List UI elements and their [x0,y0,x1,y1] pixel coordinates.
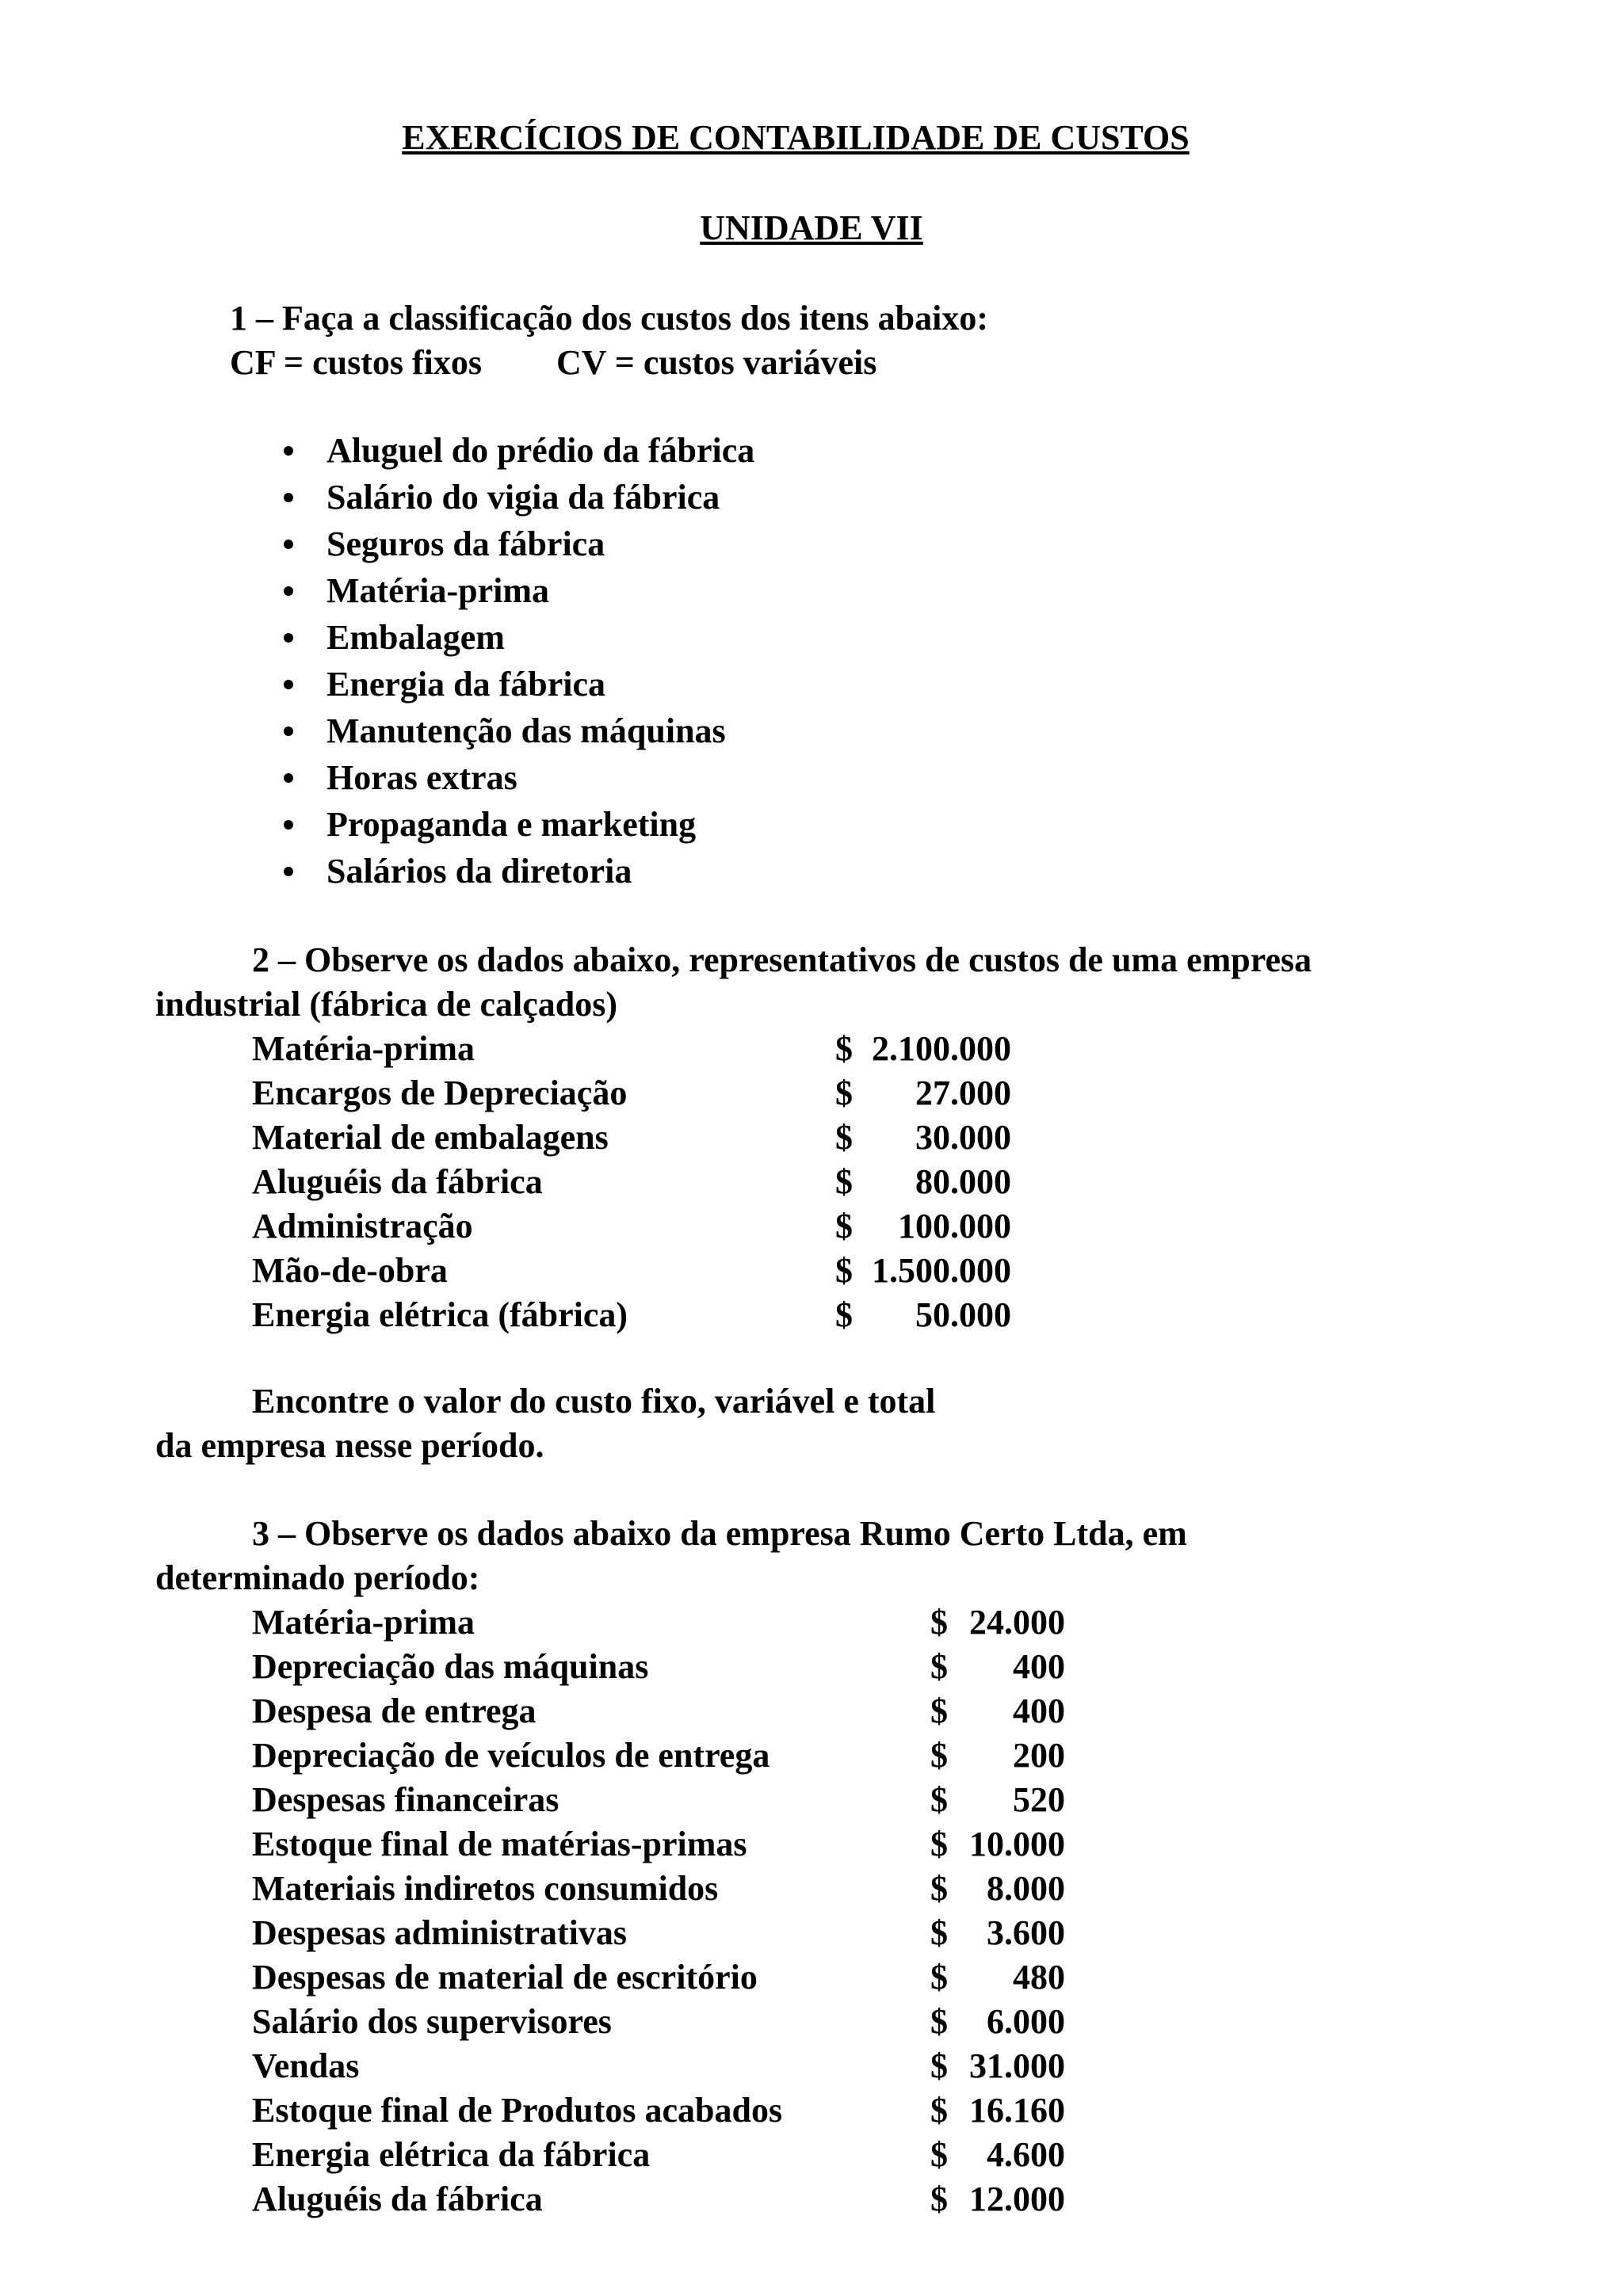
cost-label: Aluguéis da fábrica [252,2180,543,2218]
currency-symbol: $ [930,2135,948,2174]
q1-item-text: Matéria-prima [327,571,549,610]
cost-amount: 200 [1013,1736,1065,1775]
q1-item-text: Salário do vigia da fábrica [327,478,720,517]
bullet-icon [284,540,293,549]
q2-task-continued: da empresa nesse período. [155,1426,544,1465]
cost-amount: 400 [1013,1647,1065,1686]
bullet-icon [284,867,293,876]
cost-label: Aluguéis da fábrica [252,1162,543,1201]
bullet-icon [284,633,293,643]
currency-symbol: $ [930,1736,948,1775]
cost-amount: 100.000 [898,1207,1011,1245]
q3-table-row [252,1911,1065,1955]
bullet-icon [284,493,293,502]
cost-amount: 6.000 [987,2002,1065,2041]
q3-table-row [252,1733,1065,1778]
q3-table-row [252,2000,1065,2044]
q1-list-item [269,848,754,894]
q1-list-item [269,707,754,754]
cost-label: Materiais indiretos consumidos [252,1869,719,1908]
currency-symbol: $ [930,1825,948,1863]
q2-table-row [252,1204,1011,1249]
q3-table-row [252,1822,1065,1867]
q3-heading: 3 – Observe os dados abaixo da empresa Rumo Certo Ltda, em [252,1514,1187,1553]
q1-list-item [269,567,754,614]
cost-amount: 1.500.000 [872,1251,1011,1290]
q2-heading-continued: industrial (fábrica de calçados) [155,985,617,1024]
currency-symbol: $ [835,1118,853,1157]
bullet-icon [284,727,293,736]
currency-symbol: $ [930,1913,948,1952]
cost-amount: 30.000 [915,1118,1011,1157]
q1-list-item [269,474,754,521]
q1-item-list [269,427,754,894]
cost-label: Depreciação das máquinas [252,1647,649,1686]
cost-label: Despesas de material de escritório [252,1958,758,1997]
cost-label: Encargos de Depreciação [252,1074,628,1112]
cost-amount: 12.000 [969,2180,1065,2218]
q2-table-row [252,1293,1011,1337]
currency-symbol: $ [835,1074,853,1112]
q1-item-text: Energia da fábrica [327,665,605,704]
currency-symbol: $ [930,1869,948,1908]
q1-item-text: Propaganda e marketing [327,805,697,844]
cost-label: Despesa de entrega [252,1691,537,1730]
q2-cost-table [252,1027,1011,1337]
q1-list-item [269,614,754,661]
cost-label: Salário dos supervisores [252,2002,612,2041]
cost-label: Energia elétrica da fábrica [252,2135,651,2174]
q3-table-row [252,2044,1065,2088]
currency-symbol: $ [835,1162,853,1201]
q3-table-row [252,1955,1065,2000]
q2-table-row [252,1160,1011,1204]
currency-symbol: $ [930,2002,948,2041]
cost-label: Matéria-prima [252,1603,475,1642]
cost-amount: 3.600 [987,1913,1065,1952]
bullet-icon [284,586,293,596]
q2-table-row [252,1249,1011,1293]
currency-symbol: $ [835,1029,853,1068]
bullet-icon [284,446,293,456]
q3-cost-table [252,1600,1065,2222]
currency-symbol: $ [930,1780,948,1819]
cost-label: Vendas [252,2046,360,2085]
unit-subtitle: UNIDADE VII [700,208,923,247]
bullet-icon [284,773,293,783]
cost-amount: 80.000 [915,1162,1011,1201]
cost-label: Depreciação de veículos de entrega [252,1736,770,1775]
q3-heading-continued: determinado período: [155,1558,480,1597]
cost-amount: 24.000 [969,1603,1065,1642]
document-title: EXERCÍCIOS DE CONTABILIDADE DE CUSTOS [402,118,1190,157]
cost-label: Administração [252,1207,473,1245]
q1-item-text: Salários da diretoria [327,852,632,891]
q1-legend-cf: CF = custos fixos [230,343,482,382]
q2-heading: 2 – Observe os dados abaixo, representativos de custos de uma empresa [252,940,1312,979]
bullet-icon [284,680,293,689]
q2-task: Encontre o valor do custo fixo, variável e total [252,1382,936,1421]
q1-list-item [269,754,754,801]
cost-amount: 31.000 [969,2046,1065,2085]
currency-symbol: $ [930,1958,948,1997]
cost-label: Despesas administrativas [252,1913,628,1952]
cost-amount: 4.600 [987,2135,1065,2174]
q2-table-row [252,1027,1011,1071]
cost-label: Estoque final de matérias-primas [252,1825,747,1863]
cost-label: Estoque final de Produtos acabados [252,2091,783,2130]
currency-symbol: $ [930,1647,948,1686]
cost-label: Energia elétrica (fábrica) [252,1295,628,1334]
cost-amount: 16.160 [969,2091,1065,2130]
q1-list-item [269,801,754,848]
cost-amount: 27.000 [915,1074,1011,1112]
cost-amount: 50.000 [915,1295,1011,1334]
cost-amount: 520 [1013,1780,1065,1819]
q1-item-text: Horas extras [327,758,517,797]
q3-table-row [252,1689,1065,1733]
cost-label: Material de embalagens [252,1118,609,1157]
q1-legend-cv: CV = custos variáveis [556,343,877,382]
q3-table-row [252,1645,1065,1689]
bullet-icon [284,820,293,830]
q3-table-row [252,1867,1065,1911]
currency-symbol: $ [835,1207,853,1245]
q1-heading: 1 – Faça a classificação dos custos dos itens abaixo: [230,299,988,338]
q1-list-item [269,521,754,567]
cost-label: Matéria-prima [252,1029,475,1068]
q3-table-row [252,1600,1065,1645]
cost-amount: 10.000 [969,1825,1065,1863]
cost-amount: 8.000 [987,1869,1065,1908]
q3-table-row [252,2088,1065,2133]
cost-amount: 2.100.000 [872,1029,1011,1068]
q1-item-text: Aluguel do prédio da fábrica [327,431,755,470]
q1-item-text: Seguros da fábrica [327,524,605,563]
q2-table-row [252,1116,1011,1160]
cost-amount: 480 [1013,1958,1065,1997]
q2-table-row [252,1071,1011,1116]
cost-label: Despesas financeiras [252,1780,559,1819]
q3-table-row [252,1778,1065,1822]
q1-item-text: Manutenção das máquinas [327,711,726,750]
currency-symbol: $ [835,1251,853,1290]
q1-list-item [269,661,754,707]
q1-item-text: Embalagem [327,618,505,657]
cost-amount: 400 [1013,1691,1065,1730]
currency-symbol: $ [930,2046,948,2085]
currency-symbol: $ [930,2180,948,2218]
cost-label: Mão-de-obra [252,1251,448,1290]
currency-symbol: $ [930,1603,948,1642]
currency-symbol: $ [835,1295,853,1334]
q3-table-row [252,2177,1065,2222]
q3-table-row [252,2133,1065,2177]
currency-symbol: $ [930,1691,948,1730]
q1-list-item [269,427,754,474]
currency-symbol: $ [930,2091,948,2130]
